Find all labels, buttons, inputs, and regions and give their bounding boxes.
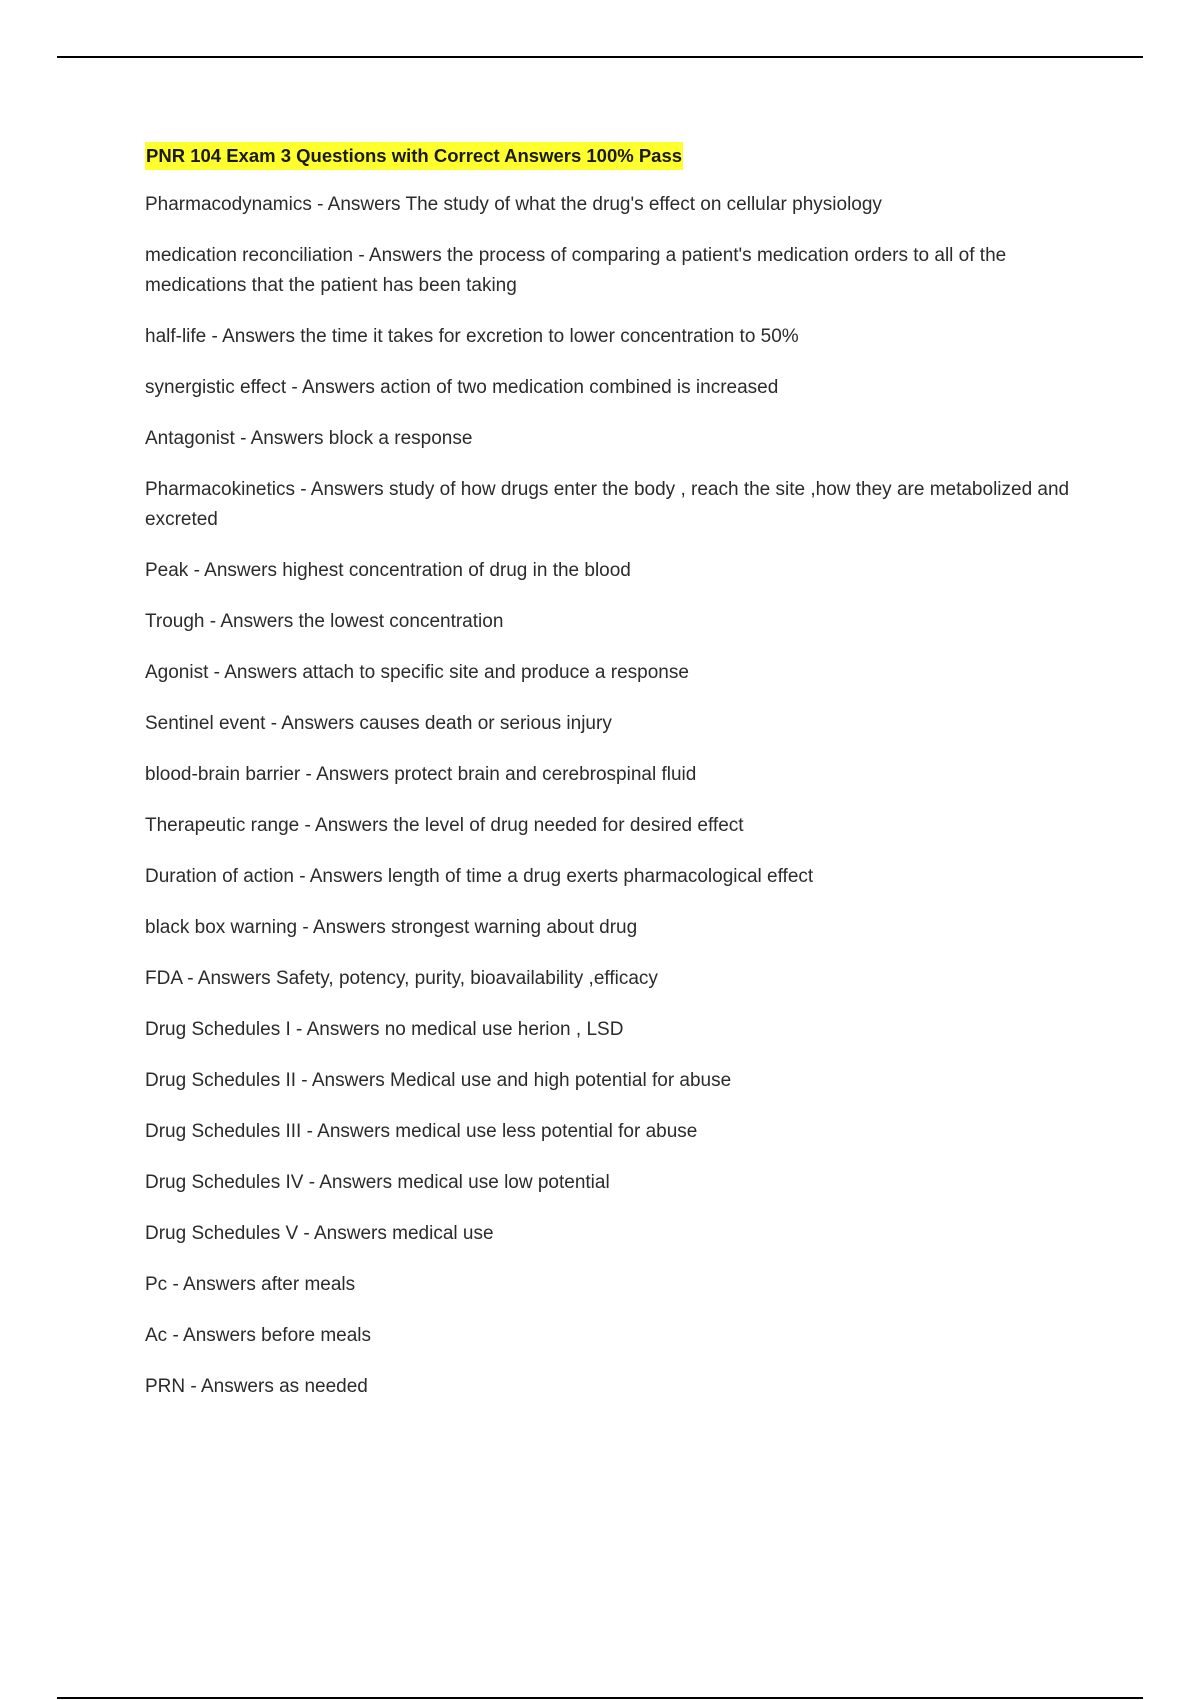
entry-separator: - Answers xyxy=(353,245,448,266)
entry-answer: Safety, potency, purity, bioavailability ,efficacy xyxy=(275,968,658,989)
entry-answer: highest concentration of drug in the blood xyxy=(282,560,631,581)
qa-entry xyxy=(145,862,1090,892)
entry-separator: - Answers xyxy=(181,968,276,989)
qa-entry xyxy=(145,1168,1090,1198)
entry-separator: - Answers xyxy=(311,194,406,215)
top-rule xyxy=(57,56,1143,58)
entry-answer: after meals xyxy=(261,1274,356,1295)
entry-answer: the lowest concentration xyxy=(298,611,504,632)
entry-separator: - Answers xyxy=(286,377,381,398)
qa-entry xyxy=(145,658,1090,688)
entry-separator: - Answers xyxy=(265,713,360,734)
entry-term: Sentinel event xyxy=(145,713,266,734)
entry-separator: - Answers xyxy=(188,560,283,581)
entry-separator: - Answers xyxy=(293,866,388,887)
entry-answer: protect brain and cerebrospinal fluid xyxy=(394,764,697,785)
entry-answer: the process of comparing a patient's medication orders to all of the medications that the patient has been taking xyxy=(145,245,1007,296)
bottom-rule xyxy=(57,1697,1143,1699)
qa-entry xyxy=(145,1117,1090,1147)
qa-entry xyxy=(145,373,1090,403)
entry-term: Drug Schedules IV xyxy=(145,1172,304,1193)
qa-entry xyxy=(145,424,1090,454)
qa-entry xyxy=(145,1219,1090,1249)
entry-term: Peak xyxy=(145,560,189,581)
entry-answer: as needed xyxy=(279,1376,368,1397)
qa-entry xyxy=(145,709,1090,739)
entry-term: Drug Schedules II xyxy=(145,1070,297,1091)
entry-separator: - Answers xyxy=(296,1070,391,1091)
entry-term: black box warning xyxy=(145,917,298,938)
entry-answer: strongest warning about drug xyxy=(391,917,638,938)
qa-entry xyxy=(145,1372,1090,1402)
entry-separator: - Answers xyxy=(167,1274,262,1295)
entry-answer: the time it takes for excretion to lower concentration to 50% xyxy=(300,326,799,347)
entry-answer: no medical use herion , LSD xyxy=(384,1019,624,1040)
title-row xyxy=(145,142,1090,190)
document-title: PNR 104 Exam 3 Questions with Correct Answers 100% Pass xyxy=(145,142,683,170)
qa-entry xyxy=(145,322,1090,352)
entry-term: Pharmacokinetics xyxy=(145,479,295,500)
entry-term: Pharmacodynamics xyxy=(145,194,312,215)
entry-term: FDA xyxy=(145,968,182,989)
entry-answer: The study of what the drug's effect on cellular physiology xyxy=(405,194,882,215)
entry-term: Pc xyxy=(145,1274,168,1295)
qa-entry xyxy=(145,241,1090,301)
entry-answer: medical use less potential for abuse xyxy=(395,1121,698,1142)
qa-entry xyxy=(145,811,1090,841)
qa-entry xyxy=(145,190,1090,220)
qa-list xyxy=(145,190,1090,1402)
qa-entry xyxy=(145,475,1090,535)
entry-term: PRN xyxy=(145,1376,186,1397)
entry-term: blood-brain barrier xyxy=(145,764,301,785)
entry-separator: - Answers xyxy=(297,917,392,938)
entry-answer: Medical use and high potential for abuse xyxy=(390,1070,732,1091)
entry-term: Drug Schedules III xyxy=(145,1121,302,1142)
document-body xyxy=(145,142,1090,1423)
entry-term: Therapeutic range xyxy=(145,815,300,836)
entry-separator: - Answers xyxy=(167,1325,262,1346)
entry-answer: study of how drugs enter the body , reach the site ,how they are metabolized and excreted xyxy=(145,479,1070,530)
entry-term: Duration of action xyxy=(145,866,294,887)
qa-entry xyxy=(145,1321,1090,1351)
entry-separator: - Answers xyxy=(303,1172,398,1193)
entry-answer: the level of drug needed for desired effect xyxy=(393,815,744,836)
entry-answer: length of time a drug exerts pharmacological effect xyxy=(387,866,814,887)
qa-entry xyxy=(145,1066,1090,1096)
entry-term: Trough xyxy=(145,611,205,632)
entry-separator: - Answers xyxy=(290,1019,385,1040)
entry-answer: action of two medication combined is increased xyxy=(380,377,779,398)
entry-term: Drug Schedules I xyxy=(145,1019,291,1040)
entry-separator: - Answers xyxy=(204,611,299,632)
entry-separator: - Answers xyxy=(299,815,394,836)
entry-separator: - Answers xyxy=(208,662,303,683)
entry-separator: - Answers xyxy=(298,1223,393,1244)
entry-term: medication reconciliation xyxy=(145,245,354,266)
entry-separator: - Answers xyxy=(185,1376,280,1397)
qa-entry xyxy=(145,964,1090,994)
qa-entry xyxy=(145,913,1090,943)
entry-answer: before meals xyxy=(261,1325,372,1346)
qa-entry xyxy=(145,1015,1090,1045)
entry-answer: causes death or serious injury xyxy=(359,713,612,734)
entry-separator: - Answers xyxy=(206,326,301,347)
entry-answer: block a response xyxy=(328,428,473,449)
entry-separator: - Answers xyxy=(300,764,395,785)
entry-answer: medical use xyxy=(392,1223,494,1244)
entry-term: half-life xyxy=(145,326,207,347)
entry-separator: - Answers xyxy=(294,479,389,500)
entry-answer: attach to specific site and produce a response xyxy=(302,662,689,683)
entry-answer: medical use low potential xyxy=(397,1172,610,1193)
qa-entry xyxy=(145,1270,1090,1300)
qa-entry xyxy=(145,760,1090,790)
qa-entry xyxy=(145,607,1090,637)
entry-separator: - Answers xyxy=(301,1121,396,1142)
entry-term: Antagonist xyxy=(145,428,235,449)
qa-entry xyxy=(145,556,1090,586)
entry-term: Agonist xyxy=(145,662,209,683)
entry-term: Drug Schedules V xyxy=(145,1223,299,1244)
entry-term: synergistic effect xyxy=(145,377,287,398)
entry-term: Ac xyxy=(145,1325,168,1346)
entry-separator: - Answers xyxy=(234,428,329,449)
